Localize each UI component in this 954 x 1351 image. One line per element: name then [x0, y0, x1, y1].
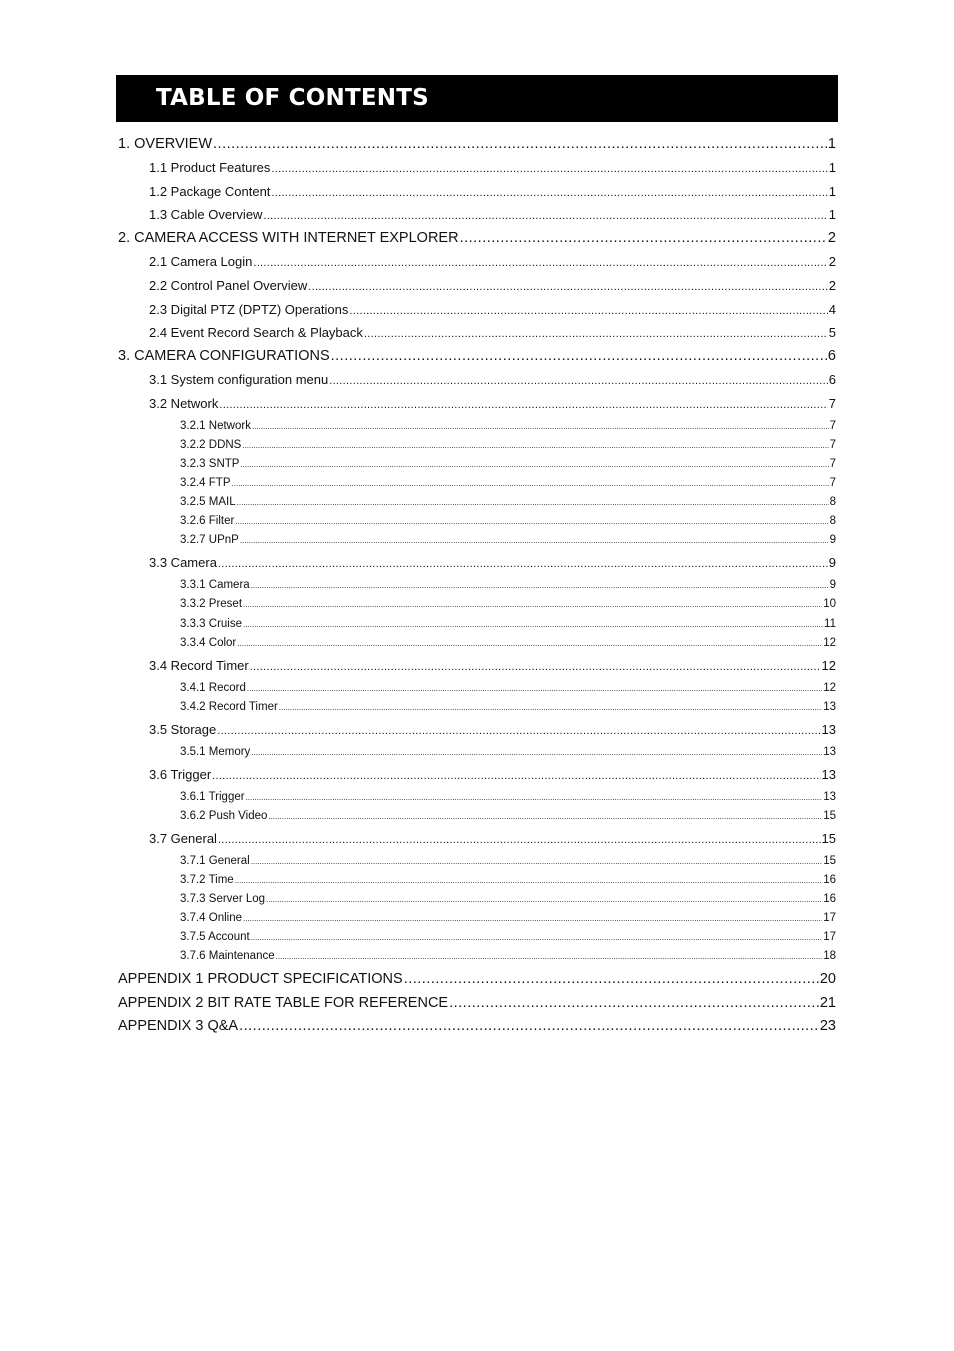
- toc-entry[interactable]: [180, 496, 836, 512]
- toc-entry-label: 3.4.1 Record: [180, 682, 246, 694]
- toc-entry-page-number: 13: [821, 767, 836, 782]
- toc-entry[interactable]: [118, 995, 836, 1015]
- toc-entry-label: 2.4 Event Record Search & Playback: [149, 325, 363, 340]
- toc-dot-leader: [308, 281, 828, 293]
- toc-entry[interactable]: [180, 598, 836, 614]
- toc-entry-label: 3.4.2 Record Timer: [180, 701, 278, 713]
- toc-dot-leader: [242, 441, 828, 450]
- toc-entry-page-number: 15: [823, 855, 836, 867]
- toc-entry-page-number: 4: [828, 302, 836, 317]
- toc-entry-page-number: 9: [829, 534, 836, 546]
- toc-entry-page-number: 2: [828, 254, 836, 269]
- toc-entry[interactable]: [149, 658, 836, 676]
- toc-dot-leader: [276, 952, 823, 961]
- toc-entry-label: 3.6 Trigger: [149, 767, 212, 782]
- toc-entry[interactable]: [118, 1018, 836, 1038]
- toc-dot-leader: [460, 230, 827, 246]
- toc-entry[interactable]: [180, 515, 836, 531]
- toc-entry-page-number: 18: [823, 950, 836, 962]
- toc-entry[interactable]: [118, 230, 836, 250]
- toc-entry-label: 3.2.5 MAIL: [180, 496, 236, 508]
- toc-dot-leader: [329, 375, 828, 387]
- toc-dot-leader: [219, 399, 827, 411]
- toc-entry-label: 3.6.2 Push Video: [180, 810, 268, 822]
- toc-dot-leader: [235, 876, 823, 885]
- toc-entry-label: 2. CAMERA ACCESS WITH INTERNET EXPLORER: [118, 230, 459, 246]
- toc-entry-page-number: 21: [819, 995, 836, 1011]
- toc-dot-leader: [243, 600, 822, 609]
- toc-entry[interactable]: [149, 722, 836, 740]
- toc-entry-label: 3.3.4 Color: [180, 637, 237, 649]
- toc-entry[interactable]: [180, 701, 836, 717]
- toc-entry[interactable]: [149, 831, 836, 849]
- toc-entry[interactable]: [149, 767, 836, 785]
- toc-entry-page-number: 5: [828, 325, 836, 340]
- toc-dot-leader: [349, 305, 827, 317]
- toc-entry[interactable]: [180, 439, 836, 455]
- toc-entry-label: 3.2.7 UPnP: [180, 534, 239, 546]
- toc-entry-page-number: 6: [827, 348, 836, 364]
- toc-entry-page-number: 17: [823, 912, 836, 924]
- toc-entry-label: 3. CAMERA CONFIGURATIONS: [118, 348, 330, 364]
- toc-dot-leader: [253, 257, 827, 269]
- toc-dot-leader: [243, 620, 823, 629]
- toc-entry[interactable]: [180, 420, 836, 436]
- toc-entry[interactable]: [118, 136, 836, 156]
- toc-entry-page-number: 12: [823, 682, 836, 694]
- toc-entry-page-number: 15: [823, 810, 836, 822]
- toc-entry[interactable]: [149, 372, 836, 390]
- toc-entry-label: APPENDIX 3 Q&A: [118, 1018, 239, 1034]
- toc-entry-label: 3.7 General: [149, 831, 217, 846]
- toc-entry-label: 1.2 Package Content: [149, 184, 271, 199]
- toc-entry-page-number: 17: [823, 931, 836, 943]
- toc-dot-leader: [252, 422, 829, 431]
- toc-entry-page-number: 1: [827, 136, 836, 152]
- toc-entry-label: 3.3.1 Camera: [180, 579, 250, 591]
- toc-entry-page-number: 2: [827, 230, 836, 246]
- toc-entry[interactable]: [118, 348, 836, 368]
- toc-entry-label: 1.3 Cable Overview: [149, 207, 263, 222]
- toc-entry-label: 2.2 Control Panel Overview: [149, 278, 308, 293]
- toc-entry[interactable]: [180, 746, 836, 762]
- toc-entry-label: 3.4 Record Timer: [149, 658, 249, 673]
- toc-dot-leader: [279, 703, 822, 712]
- toc-entry-label: 3.3.2 Preset: [180, 598, 243, 610]
- toc-entry-label: 3.2.6 Filter: [180, 515, 235, 527]
- toc-entry-page-number: 11: [824, 618, 836, 630]
- toc-entry-label: 3.2.4 FTP: [180, 477, 231, 489]
- toc-entry-label: 3.1 System configuration menu: [149, 372, 329, 387]
- toc-dot-leader: [247, 684, 822, 693]
- page-title: TABLE OF CONTENTS: [156, 85, 429, 111]
- toc-entry-page-number: 16: [823, 874, 836, 886]
- toc-entry[interactable]: [180, 950, 836, 966]
- toc-entry-page-number: 23: [819, 1018, 836, 1034]
- toc-entry[interactable]: [180, 855, 836, 871]
- toc-dot-leader: [218, 834, 821, 846]
- toc-entry-page-number: 7: [829, 477, 836, 489]
- toc-dot-leader: [271, 163, 827, 175]
- toc-dot-leader: [213, 136, 827, 152]
- toc-entry[interactable]: [180, 579, 836, 595]
- toc-dot-leader: [268, 812, 822, 821]
- toc-entry-page-number: 8: [829, 515, 836, 527]
- toc-entry-label: 1. OVERVIEW: [118, 136, 213, 152]
- toc-entry-page-number: 15: [821, 831, 836, 846]
- toc-entry[interactable]: [118, 971, 836, 991]
- toc-dot-leader: [266, 895, 822, 904]
- toc-entry-page-number: 7: [828, 396, 836, 411]
- toc-entry-page-number: 6: [828, 372, 836, 387]
- toc-dot-leader: [251, 748, 822, 757]
- toc-dot-leader: [240, 460, 828, 469]
- toc-entry-label: 3.3 Camera: [149, 555, 217, 570]
- toc-entry-page-number: 16: [823, 893, 836, 905]
- toc-entry[interactable]: [180, 912, 836, 928]
- toc-entry[interactable]: [149, 207, 836, 225]
- toc-entry-label: 3.2 Network: [149, 396, 219, 411]
- toc-entry-page-number: 12: [821, 658, 836, 673]
- toc-dot-leader: [237, 639, 822, 648]
- toc-dot-leader: [364, 328, 828, 340]
- toc-entry-page-number: 7: [829, 439, 836, 451]
- toc-dot-leader: [239, 1018, 819, 1034]
- toc-entry-label: 1.1 Product Features: [149, 160, 271, 175]
- toc-entry[interactable]: [180, 931, 836, 947]
- toc-entry-label: 3.7.2 Time: [180, 874, 234, 886]
- toc-dot-leader: [235, 517, 828, 526]
- toc-entry-label: 3.7.5 Account: [180, 931, 250, 943]
- toc-entry[interactable]: [180, 637, 836, 653]
- toc-dot-leader: [246, 793, 823, 802]
- toc-entry-label: 3.7.3 Server Log: [180, 893, 266, 905]
- toc-entry-page-number: 2: [828, 278, 836, 293]
- toc-dot-leader: [218, 558, 828, 570]
- toc-entry-page-number: 1: [828, 184, 836, 199]
- toc-entry-page-number: 13: [823, 746, 836, 758]
- toc-entry[interactable]: [149, 278, 836, 296]
- toc-entry-page-number: 9: [829, 579, 836, 591]
- toc-entry[interactable]: [149, 396, 836, 414]
- toc-dot-leader: [217, 725, 820, 737]
- toc-entry-label: 3.2.2 DDNS: [180, 439, 242, 451]
- toc-entry[interactable]: [149, 302, 836, 320]
- toc-dot-leader: [263, 210, 827, 222]
- toc-dot-leader: [251, 933, 823, 942]
- toc-entry[interactable]: [180, 893, 836, 909]
- toc-entry-label: 3.7.6 Maintenance: [180, 950, 275, 962]
- toc-dot-leader: [331, 348, 827, 364]
- toc-entry-label: 3.2.1 Network: [180, 420, 251, 432]
- toc-entry-page-number: 13: [823, 791, 836, 803]
- toc-dot-leader: [237, 498, 829, 507]
- toc-entry[interactable]: [180, 682, 836, 698]
- toc-dot-leader: [251, 581, 829, 590]
- toc-dot-leader: [243, 914, 822, 923]
- toc-dot-leader: [212, 770, 820, 782]
- toc-entry-label: APPENDIX 1 PRODUCT SPECIFICATIONS: [118, 971, 403, 987]
- toc-entry-page-number: 1: [828, 160, 836, 175]
- toc-entry-label: 3.6.1 Trigger: [180, 791, 245, 803]
- toc-entry[interactable]: [149, 160, 836, 178]
- toc-entry-label: APPENDIX 2 BIT RATE TABLE FOR REFERENCE: [118, 995, 449, 1011]
- toc-entry-label: 3.5 Storage: [149, 722, 217, 737]
- toc-entry-page-number: 20: [819, 971, 836, 987]
- toc-entry-label: 2.3 Digital PTZ (DPTZ) Operations: [149, 302, 349, 317]
- toc-entry-label: 3.7.4 Online: [180, 912, 243, 924]
- toc-entry-label: 3.7.1 General: [180, 855, 250, 867]
- toc-entry-page-number: 8: [829, 496, 836, 508]
- toc-entry[interactable]: [180, 874, 836, 890]
- toc-dot-leader: [232, 479, 829, 488]
- toc-entry[interactable]: [180, 458, 836, 474]
- toc-entry-label: 3.5.1 Memory: [180, 746, 251, 758]
- toc-entry-label: 3.3.3 Cruise: [180, 618, 243, 630]
- toc-entry-page-number: 7: [829, 458, 836, 470]
- toc-entry-page-number: 9: [828, 555, 836, 570]
- toc-entry[interactable]: [180, 477, 836, 493]
- toc-entry-label: 3.2.3 SNTP: [180, 458, 240, 470]
- toc-dot-leader: [404, 971, 819, 987]
- toc-dot-leader: [251, 857, 823, 866]
- toc-entry[interactable]: [149, 184, 836, 202]
- toc-entry-label: 2.1 Camera Login: [149, 254, 253, 269]
- toc-entry-page-number: 1: [828, 207, 836, 222]
- toc-entry[interactable]: [149, 254, 836, 272]
- toc-dot-leader: [449, 995, 819, 1011]
- toc-dot-leader: [250, 661, 821, 673]
- toc-entry[interactable]: [180, 810, 836, 826]
- toc-entry-page-number: 13: [823, 701, 836, 713]
- toc-dot-leader: [271, 187, 827, 199]
- toc-entry[interactable]: [180, 618, 836, 634]
- toc-entry[interactable]: [149, 555, 836, 573]
- toc-entry-page-number: 13: [821, 722, 836, 737]
- toc-entry-page-number: 12: [823, 637, 836, 649]
- toc-entry[interactable]: [180, 534, 836, 550]
- toc-entry-page-number: 7: [829, 420, 836, 432]
- toc-entry[interactable]: [149, 325, 836, 343]
- toc-dot-leader: [240, 536, 829, 545]
- toc-entry[interactable]: [180, 791, 836, 807]
- toc-entry-page-number: 10: [823, 598, 836, 610]
